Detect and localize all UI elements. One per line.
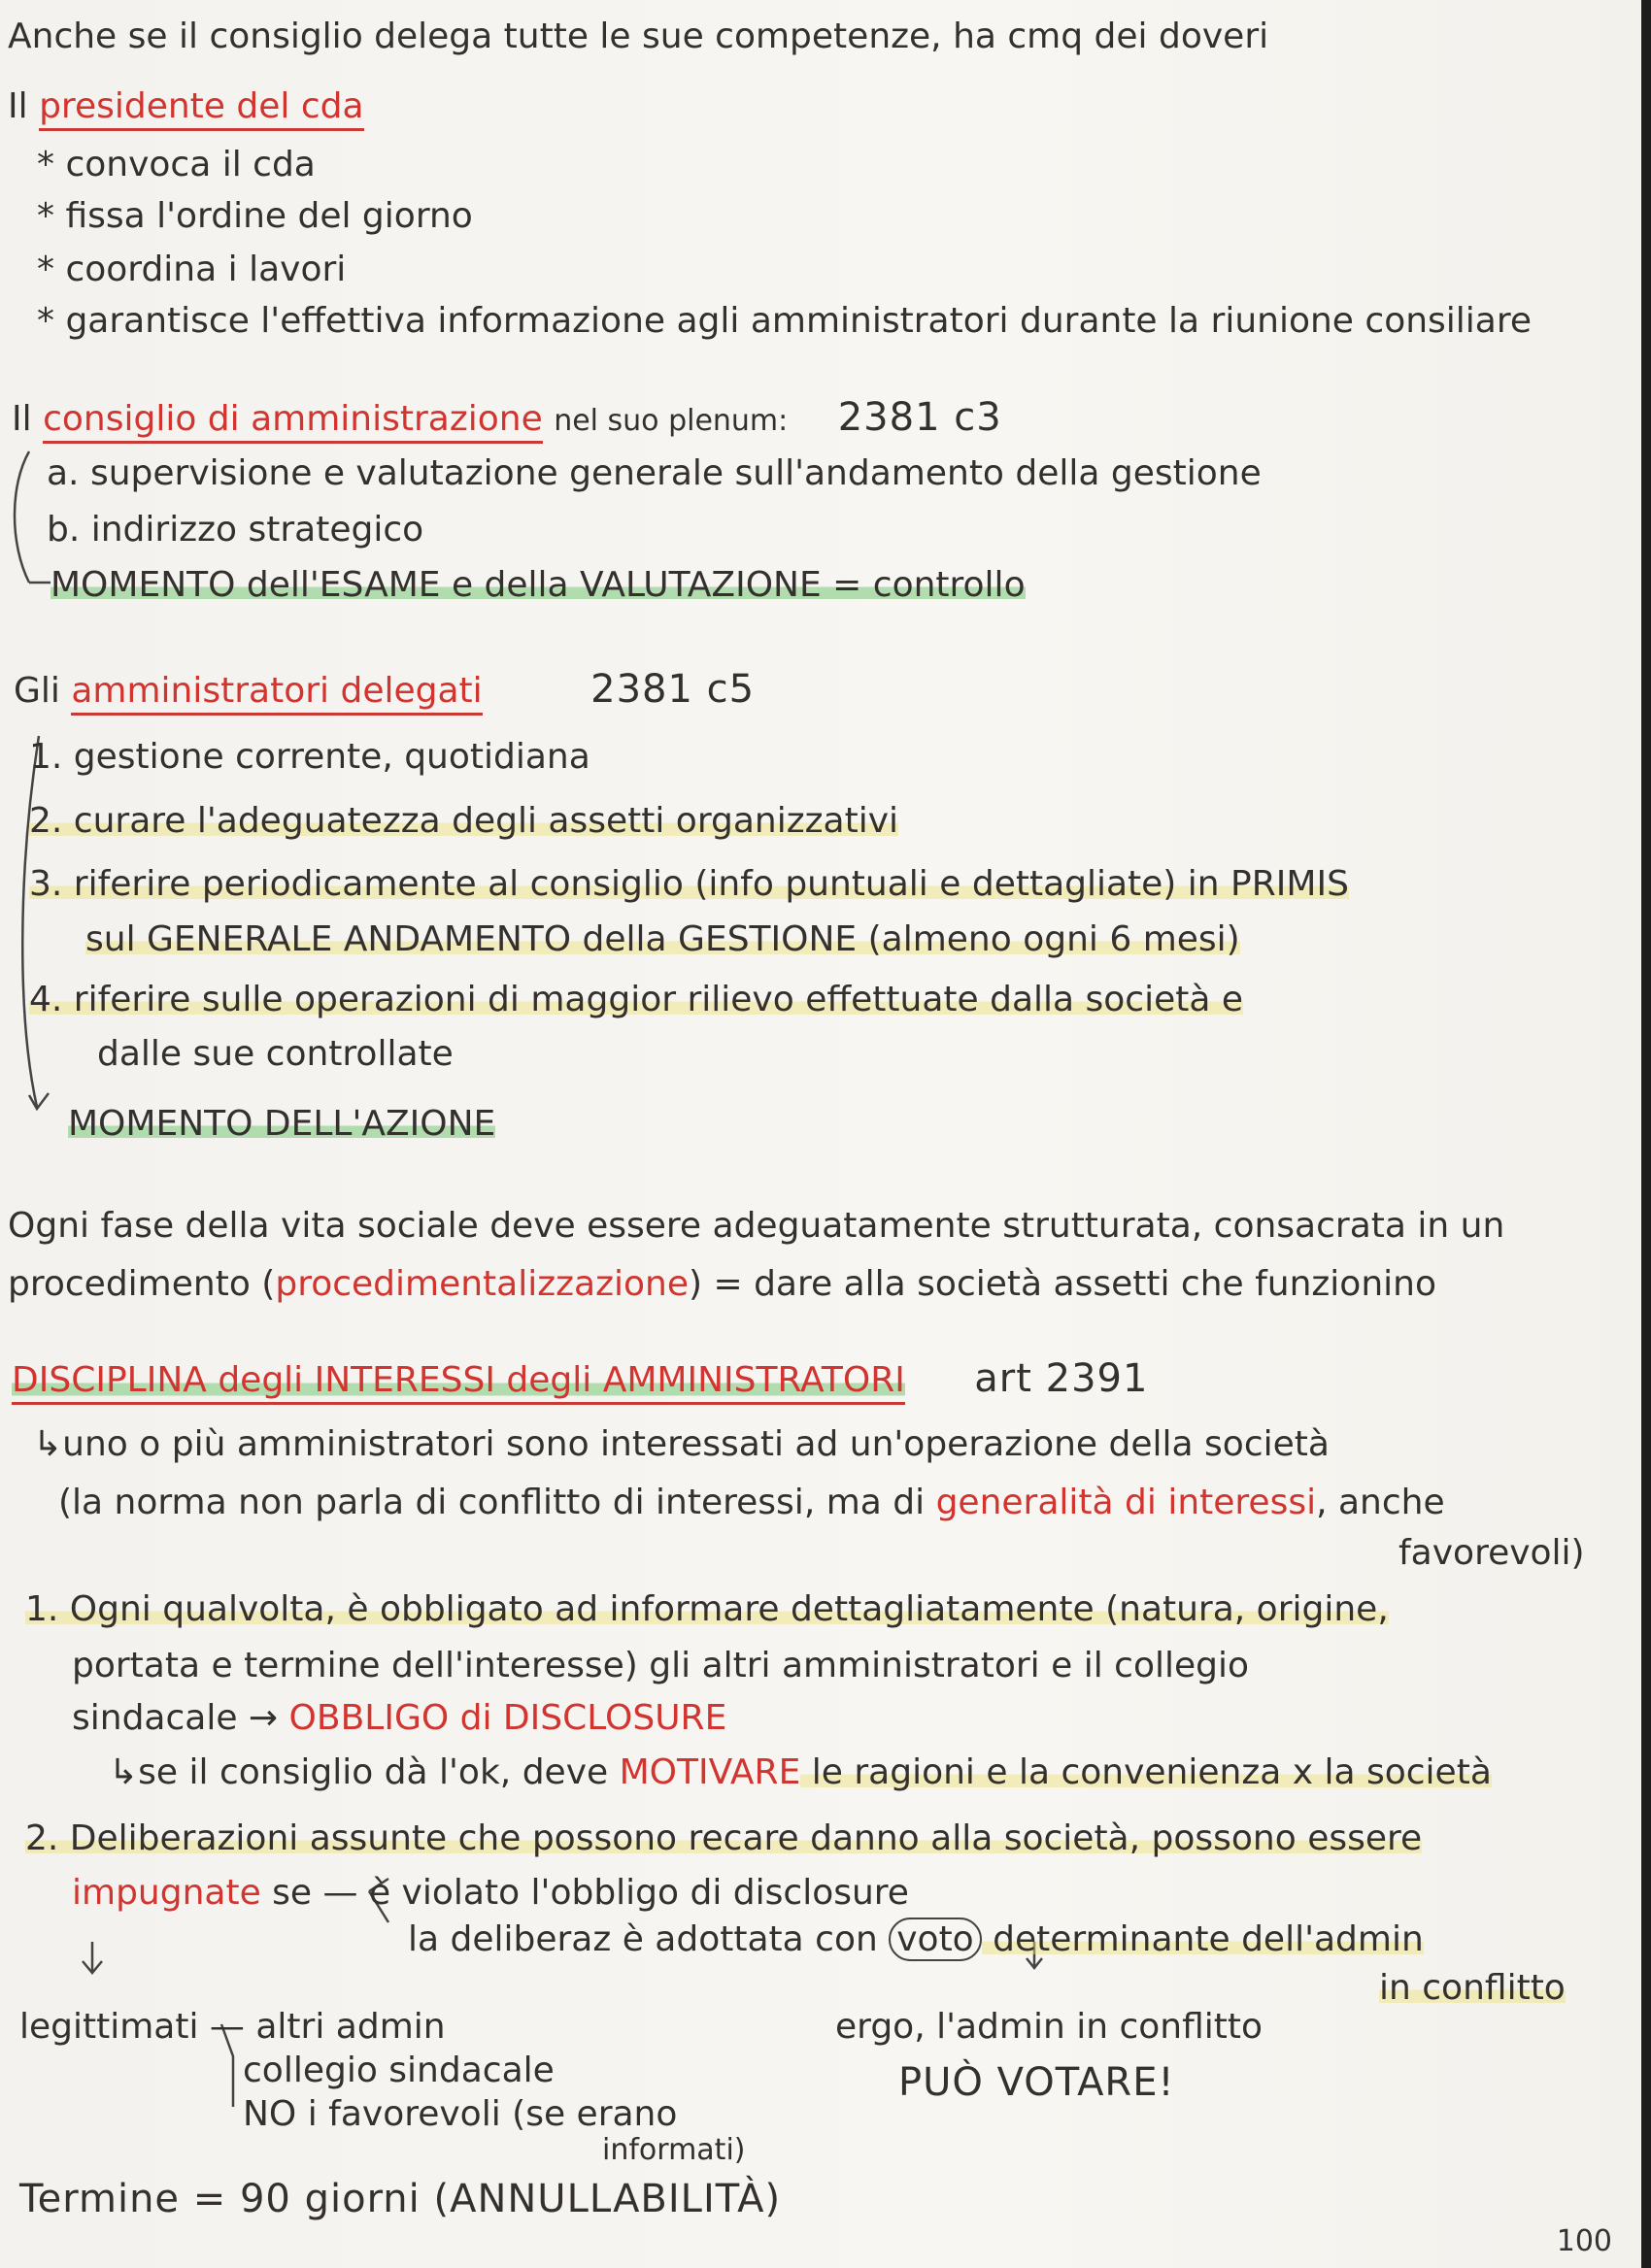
disciplina-sub-2 <box>58 1485 1445 1520</box>
intro-line: Anche se il consiglio delega tutte le sue competenze, ha cmq dei doveri <box>8 17 1269 56</box>
obbligo-2b-a: impugnate <box>72 1873 261 1913</box>
legittimati-line-2: collegio sindacale <box>243 2051 555 2090</box>
impugnate-down-arrow <box>83 1942 102 1973</box>
cda-item-b: b. indirizzo strategico <box>47 510 424 550</box>
presidente-title: presidente del cda <box>39 86 363 131</box>
delegati-arrow <box>29 1093 49 1109</box>
legittimati-line-4: informati) <box>602 2133 746 2167</box>
delegati-item-4a-text: 4. riferire sulle operazioni di maggior rilievo effettuate dalla società e <box>29 980 1244 1019</box>
obbligo-1a-text: 1. Ogni qualvolta, è obbligato ad informare dettagliatamente (natura, origine, <box>25 1589 1389 1629</box>
disciplina-sub-3: favorevoli) <box>1398 1533 1585 1573</box>
obbligo-2d <box>1379 1968 1566 2008</box>
cda-bracket <box>15 451 29 583</box>
cda-moment-text: MOMENTO dell'ESAME e della VALUTAZIONE = controllo <box>51 565 1026 605</box>
page-number: 100 <box>1556 2224 1612 2258</box>
ergo-line-2: PUÒ VOTARE! <box>898 2060 1175 2105</box>
delegati-item-3a-text: 3. riferire periodicamente al consiglio (info puntuali e dettagliate) in PRIMIS <box>29 864 1349 904</box>
cda-item-a: a. supervisione e valutazione generale sull'andamento della gestione <box>47 453 1262 493</box>
obbligo-1c-b: OBBLIGO di DISCLOSURE <box>288 1698 727 1738</box>
cda-moment <box>51 565 1026 605</box>
obbligo-1a <box>25 1589 1389 1629</box>
obbligo-1d-a: ↳se il consiglio dà l'ok, deve <box>109 1752 620 1792</box>
obbligo-2a-text: 2. Deliberazioni assunte che possono recare danno alla società, possono essere <box>25 1818 1423 1858</box>
presidente-item-3: * coordina i lavori <box>37 250 347 289</box>
obbligo-2a <box>25 1818 1423 1858</box>
termine-line: Termine = 90 giorni (ANNULLABILITÀ) <box>19 2177 782 2221</box>
delegati-prefix: Gli <box>14 671 60 711</box>
delegati-item-1: 1. gestione corrente, quotidiana <box>29 737 590 777</box>
delegati-item-4a <box>29 980 1244 1019</box>
disciplina-heading <box>12 1356 1149 1401</box>
delegati-item-3b <box>85 919 1240 959</box>
ergo-line-1: ergo, l'admin in conflitto <box>835 2007 1264 2047</box>
cda-prefix: Il <box>12 399 32 439</box>
obbligo-1d <box>109 1752 1492 1792</box>
delegati-moment-text: MOMENTO DELL'AZIONE <box>68 1104 496 1144</box>
disciplina-sub-2c: , anche <box>1316 1483 1445 1522</box>
disciplina-title: DISCIPLINA degli INTERESSI degli AMMINISTRATORI <box>12 1360 905 1405</box>
cda-heading <box>12 395 1002 440</box>
delegati-item-2-text: 2. curare l'adeguatezza degli assetti organizzativi <box>29 801 899 841</box>
obbligo-2c-c: determinante dell'admin <box>981 1919 1424 1959</box>
cda-title: consiglio di amministrazione <box>43 399 543 444</box>
delegati-item-3b-text: sul GENERALE ANDAMENTO della GESTIONE (almeno ogni 6 mesi) <box>85 919 1240 959</box>
delegati-ref: 2381 c5 <box>590 667 756 712</box>
obbligo-1d-b: MOTIVARE <box>619 1752 801 1792</box>
disciplina-sub-1: ↳uno o più amministratori sono interessati ad un'operazione della società <box>33 1424 1330 1464</box>
disciplina-ref: art 2391 <box>974 1356 1149 1401</box>
cda-suffix: nel suo plenum: <box>554 404 789 438</box>
presidente-item-1: * convoca il cda <box>37 145 316 184</box>
obbligo-2c-b: voto <box>889 1918 981 1961</box>
presidente-item-2: * fissa l'ordine del giorno <box>37 196 473 236</box>
ogni-fase-2c: ) = dare alla società assetti che funzionino <box>688 1264 1436 1304</box>
ogni-fase-2b: procedimentalizzazione <box>275 1264 689 1304</box>
delegati-item-4b: dalle sue controllate <box>97 1034 454 1074</box>
delegati-bracket <box>22 736 39 1107</box>
presidente-heading <box>8 86 364 126</box>
ogni-fase-2a: procedimento ( <box>8 1264 276 1304</box>
delegati-moment <box>68 1104 496 1144</box>
ogni-fase-line-2 <box>8 1264 1436 1304</box>
disciplina-sub-2b: generalità di interessi <box>935 1483 1317 1522</box>
obbligo-2b <box>72 1873 909 1913</box>
legittimati-line-3: NO i favorevoli (se erano <box>243 2094 678 2134</box>
disciplina-sub-2a: (la norma non parla di conflitto di interessi, ma di <box>58 1483 936 1522</box>
legittimati-line-1: legittimati — altri admin <box>19 2007 446 2047</box>
presidente-prefix: Il <box>8 86 28 126</box>
ogni-fase-line-1: Ogni fase della vita sociale deve essere adeguatamente strutturata, consacrata in un <box>8 1206 1505 1246</box>
obbligo-2b-b: se — è violato l'obbligo di disclosure <box>260 1873 909 1913</box>
delegati-title: amministratori delegati <box>71 671 482 716</box>
cda-ref: 2381 c3 <box>837 395 1002 440</box>
obbligo-2d-text: in conflitto <box>1379 1968 1566 2008</box>
delegati-item-3a <box>29 864 1349 904</box>
presidente-item-4: * garantisce l'effettiva informazione agli amministratori durante la riunione consiliare <box>37 301 1533 341</box>
obbligo-2c-a: la deliberaz è adottata con <box>408 1919 890 1959</box>
delegati-item-2 <box>29 801 899 841</box>
obbligo-1b: portata e termine dell'interesse) gli altri amministratori e il collegio <box>72 1646 1250 1685</box>
obbligo-1d-c: le ragioni e la convenienza x la società <box>800 1752 1492 1792</box>
delegati-heading <box>14 667 756 712</box>
obbligo-1c-a: sindacale → <box>72 1698 289 1738</box>
obbligo-1c <box>72 1698 727 1738</box>
obbligo-2c <box>408 1919 1424 1959</box>
